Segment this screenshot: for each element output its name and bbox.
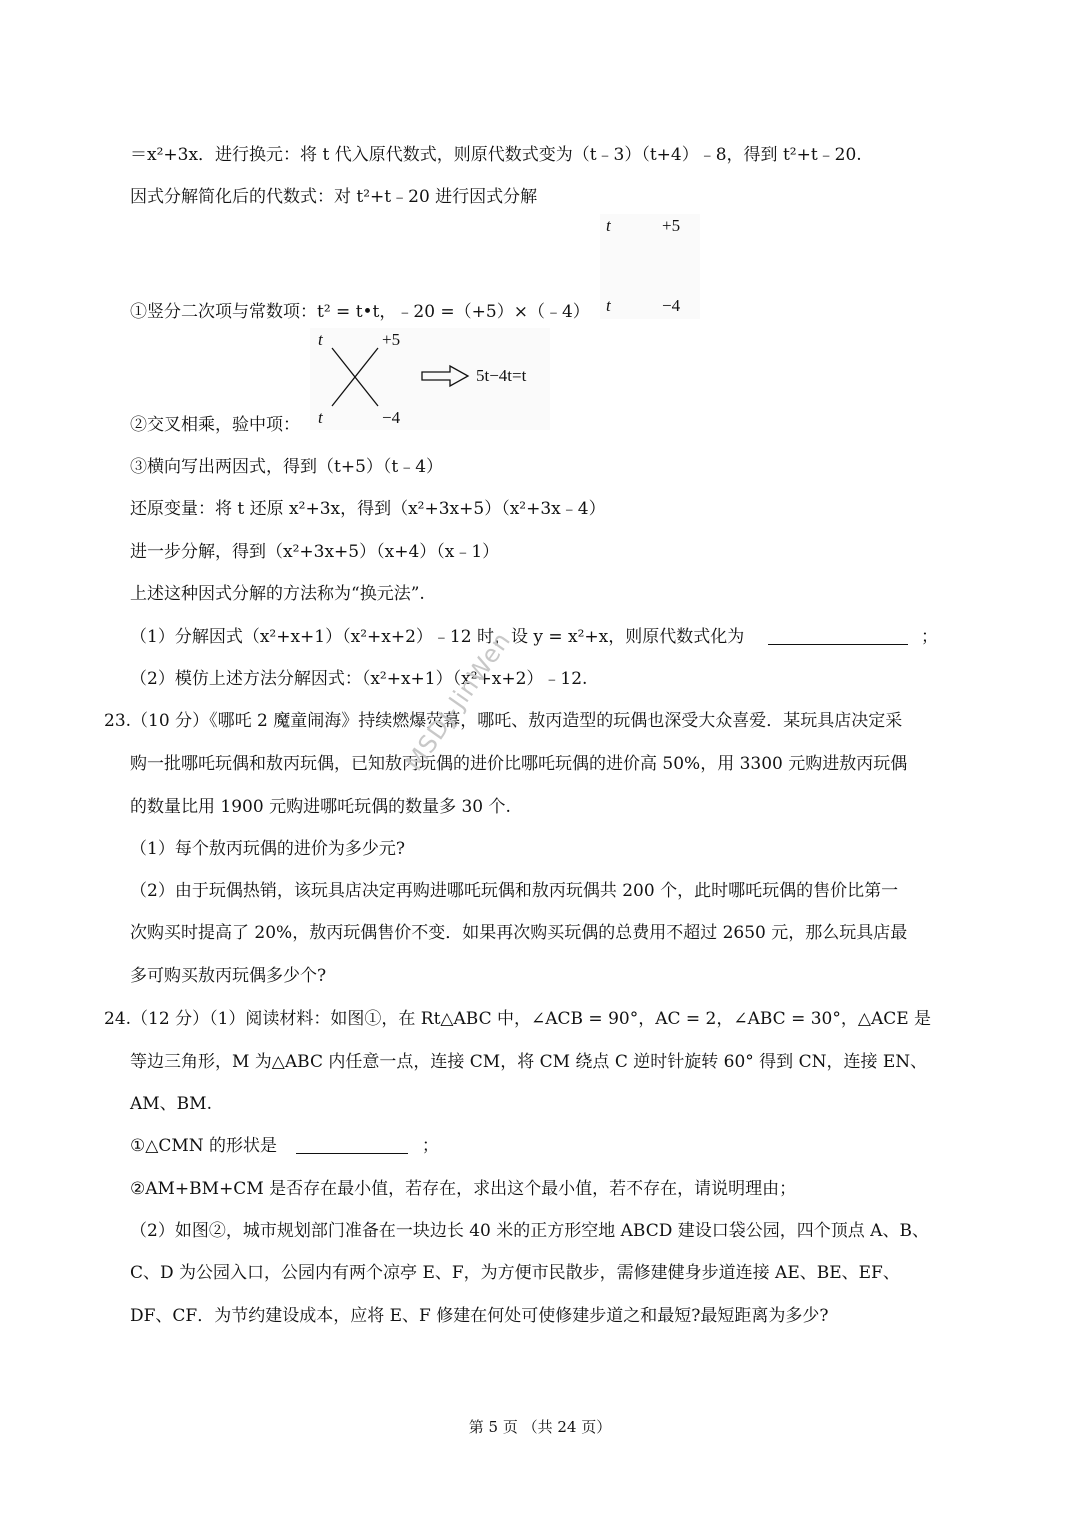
- text-line: ②AM+BM+CM 是否存在最小值，若存在，求出这个最小值，若不存在，请说明理由；: [130, 1179, 797, 1199]
- text-line: 等边三角形，M 为△ABC 内任意一点，连接 CM，将 CM 绕点 C 逆时针旋转 60° 得到 CN，连接 EN、: [130, 1052, 928, 1072]
- watermark: MSDJ-JinWen: [400, 626, 517, 777]
- text-line: ＝x²+3x．进行换元：将 t 代入原代数式，则原代数式变为（t﹣3）（t+4）﹣8，得到 t²+t﹣20.: [130, 145, 862, 165]
- arrow-right-icon: [422, 366, 468, 386]
- text-line: ①竖分二次项与常数项：t² = t•t，﹣20 =（+5）×（﹣4）: [130, 302, 590, 322]
- text-line: 因式分解简化后的代数式：对 t²+t﹣20 进行因式分解: [130, 187, 538, 207]
- vertical-split-figure: [600, 214, 700, 319]
- cross-bottom-left: t: [318, 408, 323, 427]
- cross-multiply-figure: [310, 328, 550, 430]
- cross-bottom-right: −4: [382, 408, 401, 427]
- cross-top-left: t: [318, 330, 323, 349]
- text-line: 23.（10 分）《哪吒 2 魔童闹海》持续燃爆荧幕，哪吒、敖丙造型的玩偶也深受大众喜爱．某玩具店决定采: [104, 711, 903, 731]
- text-line: ；: [421, 1136, 439, 1156]
- text-line: C、D 为公园入口，公园内有两个凉亭 E、F，为方便市民散步，需修建健身步道连接 AE、BE、EF、: [130, 1263, 900, 1283]
- text-line: ；: [921, 627, 939, 647]
- text-line: 进一步分解，得到（x²+3x+5）（x+4）（x﹣1）: [130, 542, 500, 562]
- question-22-part1: [130, 622, 938, 647]
- cross-top-right: +5: [382, 330, 401, 349]
- text-line: （2）由于玩偶热销，该玩具店决定再购进哪吒玩偶和敖丙玩偶共 200 个，此时哪吒玩偶的售价比第一: [130, 881, 899, 901]
- split-bottom-left: t: [606, 296, 611, 315]
- text-line: 还原变量：将 t 还原 x²+3x，得到（x²+3x+5）（x²+3x﹣4）: [130, 499, 606, 519]
- text-line: 购一批哪吒玩偶和敖丙玩偶，已知敖丙玩偶的进价比哪吒玩偶的进价高 50%，用 3300 元购进敖丙玩偶: [130, 754, 908, 774]
- text-line: 多可购买敖丙玩偶多少个?: [130, 966, 327, 986]
- text-line: AM、BM.: [130, 1094, 212, 1114]
- text-line: 的数量比用 1900 元购进哪吒玩偶的数量多 30 个.: [130, 797, 511, 817]
- text-line: （1）分解因式（x²+x+1）（x²+x+2）﹣12 时，设 y = x²+x，则原代数式化为: [130, 627, 745, 647]
- split-bottom-right: −4: [662, 296, 681, 315]
- text-line: 24.（12 分）（1）阅读材料：如图①，在 Rt△ABC 中，∠ACB = 90°，AC = 2，∠ABC = 30°，△ACE 是: [104, 1009, 932, 1029]
- answer-blank: [768, 626, 908, 645]
- text-line: DF、CF．为节约建设成本，应将 E、F 修建在何处可使修建步道之和最短?最短距离为多少?: [130, 1306, 829, 1326]
- text-line: （2）如图②，城市规划部门准备在一块边长 40 米的正方形空地 ABCD 建设口袋公园，四个顶点 A、B、: [130, 1221, 929, 1241]
- split-top-right: +5: [662, 216, 681, 235]
- text-line: ③横向写出两因式，得到（t+5）（t﹣4）: [130, 457, 444, 477]
- cross-result: 5t−4t=t: [476, 366, 527, 385]
- page-footer: 第 5 页 （共 24 页）: [468, 1418, 612, 1436]
- text-line: （2）模仿上述方法分解因式：（x²+x+1）（x²+x+2）﹣12.: [130, 669, 588, 689]
- question-24-shape: [130, 1131, 439, 1156]
- text-line: ①△CMN 的形状是: [130, 1136, 278, 1156]
- text-line: ②交叉相乘，验中项：: [130, 415, 300, 435]
- text-line: 上述这种因式分解的方法称为“换元法”.: [130, 584, 425, 604]
- split-top-left: t: [606, 216, 611, 235]
- text-line: （1）每个敖丙玩偶的进价为多少元?: [130, 839, 405, 859]
- text-line: 次购买时提高了 20%，敖丙玩偶售价不变．如果再次购买玩偶的总费用不超过 2650 元，那么玩具店最: [130, 923, 908, 943]
- answer-blank: [296, 1135, 408, 1154]
